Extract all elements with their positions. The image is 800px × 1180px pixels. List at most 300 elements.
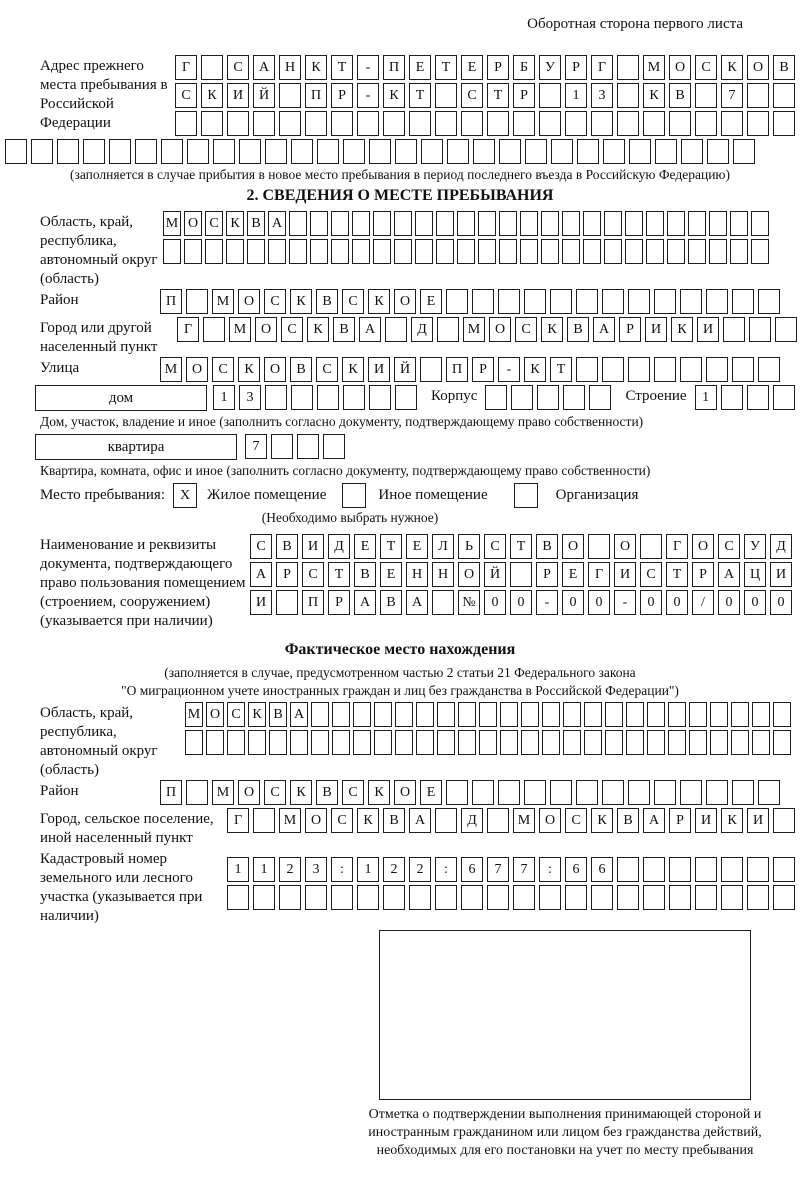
- char-cell[interactable]: С: [342, 289, 364, 314]
- char-cell[interactable]: [409, 885, 431, 910]
- char-cell[interactable]: [667, 211, 685, 236]
- char-cell[interactable]: [31, 139, 53, 164]
- char-cell[interactable]: [602, 357, 624, 382]
- char-cell[interactable]: [731, 730, 749, 755]
- char-cell[interactable]: [773, 702, 791, 727]
- char-cell[interactable]: [669, 111, 691, 136]
- char-cell[interactable]: М: [643, 55, 665, 80]
- char-cell[interactable]: [499, 139, 521, 164]
- char-cell[interactable]: [416, 730, 434, 755]
- char-cell[interactable]: [458, 702, 476, 727]
- char-cell[interactable]: 0: [640, 590, 662, 615]
- char-cell[interactable]: [498, 780, 520, 805]
- char-cell[interactable]: И: [614, 562, 636, 587]
- char-cell[interactable]: [617, 885, 639, 910]
- char-cell[interactable]: Т: [435, 55, 457, 80]
- char-cell[interactable]: П: [160, 289, 182, 314]
- char-cell[interactable]: 0: [562, 590, 584, 615]
- char-cell[interactable]: О: [238, 780, 260, 805]
- char-cell[interactable]: [537, 385, 559, 410]
- char-cell[interactable]: С: [205, 211, 223, 236]
- char-cell[interactable]: [731, 702, 749, 727]
- char-cell[interactable]: М: [163, 211, 181, 236]
- char-cell[interactable]: А: [406, 590, 428, 615]
- char-cell[interactable]: К: [541, 317, 563, 342]
- char-cell[interactable]: [562, 211, 580, 236]
- char-cell[interactable]: О: [692, 534, 714, 559]
- char-cell[interactable]: [317, 139, 339, 164]
- char-cell[interactable]: [584, 702, 602, 727]
- char-cell[interactable]: М: [160, 357, 182, 382]
- char-cell[interactable]: [332, 730, 350, 755]
- char-cell[interactable]: 1: [253, 857, 275, 882]
- char-cell[interactable]: Н: [406, 562, 428, 587]
- char-cell[interactable]: Ц: [744, 562, 766, 587]
- char-cell[interactable]: У: [744, 534, 766, 559]
- char-cell[interactable]: 0: [588, 590, 610, 615]
- checkbox-organizacia[interactable]: [514, 483, 538, 508]
- char-cell[interactable]: [625, 211, 643, 236]
- char-cell[interactable]: Р: [331, 83, 353, 108]
- char-cell[interactable]: В: [316, 289, 338, 314]
- char-cell[interactable]: [626, 702, 644, 727]
- char-cell[interactable]: [643, 885, 665, 910]
- char-cell[interactable]: [458, 730, 476, 755]
- char-cell[interactable]: Е: [406, 534, 428, 559]
- char-cell[interactable]: Г: [175, 55, 197, 80]
- char-cell[interactable]: Т: [510, 534, 532, 559]
- char-cell[interactable]: [562, 239, 580, 264]
- char-cell[interactable]: [617, 111, 639, 136]
- char-cell[interactable]: О: [255, 317, 277, 342]
- char-cell[interactable]: [521, 730, 539, 755]
- char-cell[interactable]: [563, 730, 581, 755]
- char-cell[interactable]: Д: [328, 534, 350, 559]
- char-cell[interactable]: [721, 385, 743, 410]
- char-cell[interactable]: [565, 111, 587, 136]
- char-cell[interactable]: [565, 885, 587, 910]
- char-cell[interactable]: [752, 730, 770, 755]
- char-cell[interactable]: М: [463, 317, 485, 342]
- char-cell[interactable]: :: [435, 857, 457, 882]
- char-cell[interactable]: [749, 317, 771, 342]
- char-cell[interactable]: Й: [253, 83, 275, 108]
- char-cell[interactable]: 7: [245, 434, 267, 459]
- char-cell[interactable]: К: [342, 357, 364, 382]
- char-cell[interactable]: [457, 239, 475, 264]
- char-cell[interactable]: [542, 702, 560, 727]
- char-cell[interactable]: В: [773, 55, 795, 80]
- char-cell[interactable]: [485, 385, 507, 410]
- char-cell[interactable]: [472, 289, 494, 314]
- char-cell[interactable]: [576, 780, 598, 805]
- char-cell[interactable]: [213, 139, 235, 164]
- char-cell[interactable]: С: [640, 562, 662, 587]
- char-cell[interactable]: [478, 211, 496, 236]
- char-cell[interactable]: [201, 111, 223, 136]
- char-cell[interactable]: [563, 385, 585, 410]
- char-cell[interactable]: В: [669, 83, 691, 108]
- char-cell[interactable]: О: [305, 808, 327, 833]
- char-cell[interactable]: [668, 730, 686, 755]
- char-cell[interactable]: [437, 702, 455, 727]
- char-cell[interactable]: Р: [472, 357, 494, 382]
- char-cell[interactable]: [511, 385, 533, 410]
- char-cell[interactable]: [539, 111, 561, 136]
- char-cell[interactable]: [625, 239, 643, 264]
- char-cell[interactable]: О: [186, 357, 208, 382]
- char-cell[interactable]: [331, 211, 349, 236]
- char-cell[interactable]: Е: [354, 534, 376, 559]
- char-cell[interactable]: [203, 317, 225, 342]
- char-cell[interactable]: [5, 139, 27, 164]
- char-cell[interactable]: 2: [383, 857, 405, 882]
- char-cell[interactable]: О: [614, 534, 636, 559]
- char-cell[interactable]: О: [539, 808, 561, 833]
- char-cell[interactable]: О: [206, 702, 224, 727]
- char-cell[interactable]: Т: [331, 55, 353, 80]
- char-cell[interactable]: [773, 111, 795, 136]
- char-cell[interactable]: [576, 289, 598, 314]
- char-cell[interactable]: [353, 730, 371, 755]
- char-cell[interactable]: [688, 239, 706, 264]
- char-cell[interactable]: [752, 702, 770, 727]
- char-cell[interactable]: В: [276, 534, 298, 559]
- char-cell[interactable]: [709, 211, 727, 236]
- char-cell[interactable]: [499, 239, 517, 264]
- char-cell[interactable]: [654, 289, 676, 314]
- char-cell[interactable]: [721, 111, 743, 136]
- char-cell[interactable]: О: [394, 289, 416, 314]
- char-cell[interactable]: [758, 289, 780, 314]
- char-cell[interactable]: О: [458, 562, 480, 587]
- char-cell[interactable]: -: [614, 590, 636, 615]
- char-cell[interactable]: В: [269, 702, 287, 727]
- char-cell[interactable]: [57, 139, 79, 164]
- char-cell[interactable]: 6: [591, 857, 613, 882]
- char-cell[interactable]: С: [461, 83, 483, 108]
- char-cell[interactable]: [310, 239, 328, 264]
- char-cell[interactable]: [747, 111, 769, 136]
- char-cell[interactable]: [161, 139, 183, 164]
- char-cell[interactable]: В: [354, 562, 376, 587]
- char-cell[interactable]: Д: [770, 534, 792, 559]
- char-cell[interactable]: [291, 385, 313, 410]
- char-cell[interactable]: [373, 239, 391, 264]
- char-cell[interactable]: Д: [461, 808, 483, 833]
- char-cell[interactable]: И: [695, 808, 717, 833]
- char-cell[interactable]: [602, 780, 624, 805]
- char-cell[interactable]: [730, 239, 748, 264]
- char-cell[interactable]: А: [253, 55, 275, 80]
- char-cell[interactable]: А: [409, 808, 431, 833]
- char-cell[interactable]: С: [302, 562, 324, 587]
- char-cell[interactable]: С: [227, 55, 249, 80]
- char-cell[interactable]: [279, 83, 301, 108]
- char-cell[interactable]: К: [671, 317, 693, 342]
- char-cell[interactable]: 0: [744, 590, 766, 615]
- char-cell[interactable]: [435, 83, 457, 108]
- char-cell[interactable]: [461, 885, 483, 910]
- char-cell[interactable]: И: [250, 590, 272, 615]
- char-cell[interactable]: [640, 534, 662, 559]
- char-cell[interactable]: К: [290, 780, 312, 805]
- char-cell[interactable]: [710, 730, 728, 755]
- char-cell[interactable]: [109, 139, 131, 164]
- char-cell[interactable]: [500, 730, 518, 755]
- char-cell[interactable]: [253, 111, 275, 136]
- char-cell[interactable]: [253, 808, 275, 833]
- char-cell[interactable]: Е: [461, 55, 483, 80]
- char-cell[interactable]: [723, 317, 745, 342]
- char-cell[interactable]: [487, 885, 509, 910]
- char-cell[interactable]: [227, 885, 249, 910]
- char-cell[interactable]: Й: [394, 357, 416, 382]
- char-cell[interactable]: [395, 139, 417, 164]
- char-cell[interactable]: П: [302, 590, 324, 615]
- char-cell[interactable]: Р: [669, 808, 691, 833]
- char-cell[interactable]: [591, 885, 613, 910]
- char-cell[interactable]: [583, 239, 601, 264]
- char-cell[interactable]: [680, 289, 702, 314]
- char-cell[interactable]: [226, 239, 244, 264]
- char-cell[interactable]: Т: [380, 534, 402, 559]
- char-cell[interactable]: [369, 139, 391, 164]
- char-cell[interactable]: [352, 211, 370, 236]
- char-cell[interactable]: К: [591, 808, 613, 833]
- char-cell[interactable]: [447, 139, 469, 164]
- char-cell[interactable]: Г: [666, 534, 688, 559]
- char-cell[interactable]: [721, 885, 743, 910]
- char-cell[interactable]: М: [185, 702, 203, 727]
- char-cell[interactable]: Т: [328, 562, 350, 587]
- char-cell[interactable]: [732, 357, 754, 382]
- char-cell[interactable]: Р: [536, 562, 558, 587]
- char-cell[interactable]: [688, 211, 706, 236]
- char-cell[interactable]: 2: [409, 857, 431, 882]
- char-cell[interactable]: Р: [487, 55, 509, 80]
- checkbox-zhiloe[interactable]: X: [173, 483, 197, 508]
- char-cell[interactable]: С: [264, 780, 286, 805]
- char-cell[interactable]: М: [212, 289, 234, 314]
- char-cell[interactable]: 3: [591, 83, 613, 108]
- char-cell[interactable]: Р: [328, 590, 350, 615]
- char-cell[interactable]: [395, 385, 417, 410]
- char-cell[interactable]: [479, 730, 497, 755]
- char-cell[interactable]: [472, 780, 494, 805]
- char-cell[interactable]: [669, 857, 691, 882]
- char-cell[interactable]: И: [645, 317, 667, 342]
- char-cell[interactable]: [437, 730, 455, 755]
- char-cell[interactable]: [721, 857, 743, 882]
- char-cell[interactable]: [521, 702, 539, 727]
- char-cell[interactable]: 7: [721, 83, 743, 108]
- char-cell[interactable]: [353, 702, 371, 727]
- char-cell[interactable]: [420, 357, 442, 382]
- char-cell[interactable]: К: [307, 317, 329, 342]
- char-cell[interactable]: [323, 434, 345, 459]
- char-cell[interactable]: [478, 239, 496, 264]
- char-cell[interactable]: К: [357, 808, 379, 833]
- char-cell[interactable]: [732, 289, 754, 314]
- char-cell[interactable]: О: [489, 317, 511, 342]
- char-cell[interactable]: И: [368, 357, 390, 382]
- char-cell[interactable]: [184, 239, 202, 264]
- char-cell[interactable]: С: [342, 780, 364, 805]
- char-cell[interactable]: С: [212, 357, 234, 382]
- char-cell[interactable]: [773, 730, 791, 755]
- char-cell[interactable]: [394, 239, 412, 264]
- char-cell[interactable]: Т: [487, 83, 509, 108]
- checkbox-inoe[interactable]: [342, 483, 366, 508]
- char-cell[interactable]: В: [333, 317, 355, 342]
- char-cell[interactable]: [617, 857, 639, 882]
- char-cell[interactable]: 1: [227, 857, 249, 882]
- char-cell[interactable]: [681, 139, 703, 164]
- char-cell[interactable]: [695, 111, 717, 136]
- char-cell[interactable]: [175, 111, 197, 136]
- char-cell[interactable]: [513, 111, 535, 136]
- char-cell[interactable]: Ь: [458, 534, 480, 559]
- char-cell[interactable]: [457, 211, 475, 236]
- char-cell[interactable]: К: [368, 289, 390, 314]
- char-cell[interactable]: А: [718, 562, 740, 587]
- char-cell[interactable]: [435, 111, 457, 136]
- char-cell[interactable]: [628, 289, 650, 314]
- char-cell[interactable]: В: [617, 808, 639, 833]
- char-cell[interactable]: [643, 857, 665, 882]
- char-cell[interactable]: [605, 730, 623, 755]
- char-cell[interactable]: [773, 808, 795, 833]
- char-cell[interactable]: П: [446, 357, 468, 382]
- char-cell[interactable]: [626, 730, 644, 755]
- char-cell[interactable]: А: [354, 590, 376, 615]
- char-cell[interactable]: С: [484, 534, 506, 559]
- char-cell[interactable]: М: [212, 780, 234, 805]
- char-cell[interactable]: [499, 211, 517, 236]
- char-cell[interactable]: [551, 139, 573, 164]
- char-cell[interactable]: [583, 211, 601, 236]
- char-cell[interactable]: [655, 139, 677, 164]
- char-cell[interactable]: [550, 780, 572, 805]
- char-cell[interactable]: [265, 385, 287, 410]
- char-cell[interactable]: [421, 139, 443, 164]
- char-cell[interactable]: [539, 885, 561, 910]
- char-cell[interactable]: [706, 357, 728, 382]
- char-cell[interactable]: [247, 239, 265, 264]
- char-cell[interactable]: :: [331, 857, 353, 882]
- char-cell[interactable]: Р: [276, 562, 298, 587]
- char-cell[interactable]: [730, 211, 748, 236]
- char-cell[interactable]: С: [718, 534, 740, 559]
- char-cell[interactable]: [654, 357, 676, 382]
- char-cell[interactable]: В: [536, 534, 558, 559]
- char-cell[interactable]: [646, 211, 664, 236]
- char-cell[interactable]: [385, 317, 407, 342]
- char-cell[interactable]: К: [643, 83, 665, 108]
- char-cell[interactable]: [205, 239, 223, 264]
- char-cell[interactable]: [187, 139, 209, 164]
- char-cell[interactable]: [374, 730, 392, 755]
- char-cell[interactable]: [290, 730, 308, 755]
- char-cell[interactable]: [747, 857, 769, 882]
- char-cell[interactable]: [135, 139, 157, 164]
- char-cell[interactable]: [436, 211, 454, 236]
- char-cell[interactable]: [747, 83, 769, 108]
- char-cell[interactable]: [446, 289, 468, 314]
- char-cell[interactable]: К: [383, 83, 405, 108]
- char-cell[interactable]: И: [302, 534, 324, 559]
- char-cell[interactable]: [311, 730, 329, 755]
- char-cell[interactable]: [550, 289, 572, 314]
- char-cell[interactable]: [576, 357, 598, 382]
- char-cell[interactable]: К: [201, 83, 223, 108]
- char-cell[interactable]: [591, 111, 613, 136]
- char-cell[interactable]: [436, 239, 454, 264]
- char-cell[interactable]: М: [229, 317, 251, 342]
- char-cell[interactable]: Г: [227, 808, 249, 833]
- char-cell[interactable]: №: [458, 590, 480, 615]
- char-cell[interactable]: С: [264, 289, 286, 314]
- char-cell[interactable]: [248, 730, 266, 755]
- char-cell[interactable]: [201, 55, 223, 80]
- char-cell[interactable]: [297, 434, 319, 459]
- char-cell[interactable]: :: [539, 857, 561, 882]
- char-cell[interactable]: 1: [565, 83, 587, 108]
- char-cell[interactable]: [563, 702, 581, 727]
- char-cell[interactable]: [331, 885, 353, 910]
- char-cell[interactable]: [707, 139, 729, 164]
- char-cell[interactable]: [268, 239, 286, 264]
- char-cell[interactable]: С: [515, 317, 537, 342]
- char-cell[interactable]: [186, 780, 208, 805]
- char-cell[interactable]: Т: [550, 357, 572, 382]
- char-cell[interactable]: 0: [718, 590, 740, 615]
- char-cell[interactable]: С: [175, 83, 197, 108]
- char-cell[interactable]: [395, 730, 413, 755]
- char-cell[interactable]: [310, 211, 328, 236]
- char-cell[interactable]: [747, 885, 769, 910]
- char-cell[interactable]: [409, 111, 431, 136]
- char-cell[interactable]: [751, 239, 769, 264]
- char-cell[interactable]: [206, 730, 224, 755]
- char-cell[interactable]: [773, 857, 795, 882]
- char-cell[interactable]: [510, 562, 532, 587]
- char-cell[interactable]: [227, 111, 249, 136]
- char-cell[interactable]: [710, 702, 728, 727]
- char-cell[interactable]: [603, 139, 625, 164]
- char-cell[interactable]: [733, 139, 755, 164]
- char-cell[interactable]: [647, 702, 665, 727]
- char-cell[interactable]: [432, 590, 454, 615]
- char-cell[interactable]: [357, 885, 379, 910]
- char-cell[interactable]: [227, 730, 245, 755]
- char-cell[interactable]: [695, 885, 717, 910]
- char-cell[interactable]: С: [331, 808, 353, 833]
- char-cell[interactable]: [589, 385, 611, 410]
- char-cell[interactable]: К: [524, 357, 546, 382]
- char-cell[interactable]: [732, 780, 754, 805]
- char-cell[interactable]: [269, 730, 287, 755]
- char-cell[interactable]: [343, 139, 365, 164]
- char-cell[interactable]: Н: [279, 55, 301, 80]
- char-cell[interactable]: К: [226, 211, 244, 236]
- char-cell[interactable]: П: [160, 780, 182, 805]
- char-cell[interactable]: 1: [695, 385, 717, 410]
- char-cell[interactable]: А: [250, 562, 272, 587]
- char-cell[interactable]: [185, 730, 203, 755]
- char-cell[interactable]: 3: [305, 857, 327, 882]
